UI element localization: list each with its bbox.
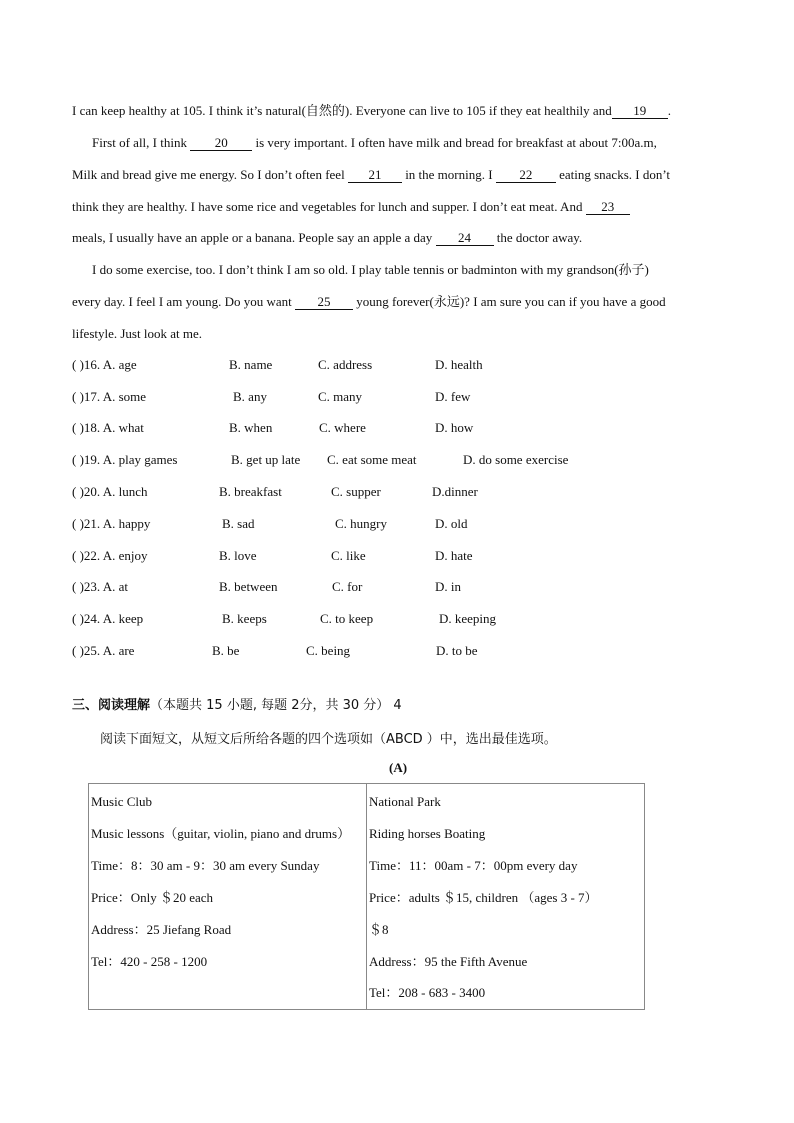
blank-23: 23 [586, 199, 630, 215]
passage-label: (A) [389, 760, 408, 775]
blank-20: 20 [190, 135, 252, 151]
question-20: ( )20. A. lunch B. breakfast C. supper D.dinner [72, 484, 478, 499]
passage-line-4: think they are healthy. I have some rice and vegetables for lunch and supper. I don’t eat meat. And 23 [72, 198, 722, 216]
passage-line-7: every day. I feel I am young. Do you want 25 young forever(永远)? I am sure you can if you have a good [72, 294, 666, 309]
question-21: ( )21. A. happy B. sad C. hungry D. old [72, 516, 468, 531]
national-park-cell: National Park Riding horses Boating Time：11：00am - 7：00pm every day Price：adults ＄15, children （ages 3 - 7） ＄8 Address：95 the Fifth Avenue Tel：208 - 683 - 3400 [367, 784, 645, 1010]
passage-line-8: lifestyle. Just look at me. [72, 326, 202, 341]
music-club-cell: Music Club Music lessons（guitar, violin, piano and drums） Time：8：30 am - 9：30 am every Sunday Price：Only ＄20 each Address：25 Jiefang Road Tel：420 - 258 - 1200 [89, 784, 367, 1010]
passage-line-5: meals, I usually have an apple or a banana. People say an apple a day 24 the doctor away. [72, 230, 583, 245]
blank-22: 22 [496, 167, 556, 183]
question-25: ( )25. A. are B. be C. being D. to be [72, 643, 478, 658]
blank-24: 24 [436, 230, 494, 246]
passage-line-6: I do some exercise, too. I don’t think I am so old. I play table tennis or badminton with my grandson(孙子) [92, 262, 649, 277]
question-19: ( )19. A. play games B. get up late C. eat some meat D. do some exercise [72, 452, 569, 467]
blank-21: 21 [348, 167, 402, 183]
passage-line-3: Milk and bread give me energy. So I don’t often feel 21 in the morning. I 22 eating snacks. I don’t [72, 167, 671, 182]
blank-19: 19 [612, 103, 668, 119]
question-17: ( )17. A. some B. any C. many D. few [72, 389, 471, 404]
section-instruction: 阅读下面短文，从短文后所给各题的四个选项如（ABCD ）中，选出最佳选项。 [100, 732, 557, 747]
blank-25: 25 [295, 294, 353, 310]
section-heading: 三、阅读理解（本题共 15 小题, 每题 2分，共 30 分） 4 [72, 698, 402, 713]
passage-line-2: First of all, I think 20 is very important. I often have milk and bread for breakfast at about 7:00a.m, [92, 135, 657, 150]
ads-table [88, 783, 645, 1010]
question-24: ( )24. A. keep B. keeps C. to keep D. keeping [72, 611, 497, 626]
passage-line-1: I can keep healthy at 105. I think it’s natural(自然的). Everyone can live to 105 if they eat healthily and 19 . [72, 103, 671, 118]
question-23: ( )23. A. at B. between C. for D. in [72, 579, 461, 594]
question-16: ( )16. A. age B. name C. address D. health [72, 357, 483, 372]
question-18: ( )18. A. what B. when C. where D. how [72, 420, 474, 435]
question-22: ( )22. A. enjoy B. love C. like D. hate [72, 548, 473, 563]
